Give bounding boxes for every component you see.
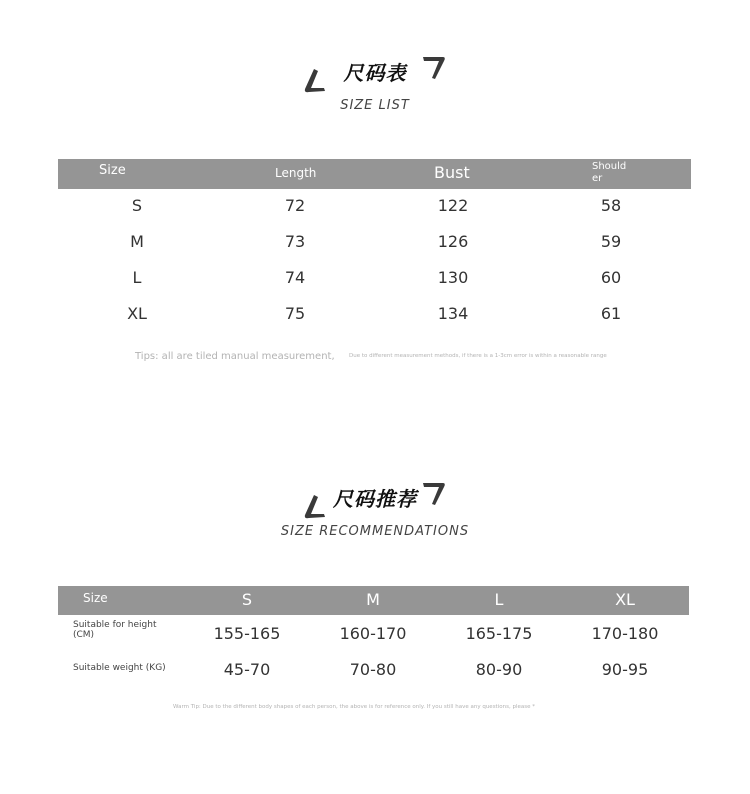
rec-header-s: S bbox=[241, 590, 253, 609]
height-value-s: 155-165 bbox=[213, 624, 281, 643]
row-2-size: M bbox=[130, 232, 144, 251]
header-size: Size bbox=[99, 163, 126, 178]
size-chart-heading bbox=[0, 55, 750, 113]
weight-value-m: 70-80 bbox=[349, 660, 397, 679]
row-4-bust: 134 bbox=[437, 304, 469, 323]
row-3-shoulder: 60 bbox=[600, 268, 622, 287]
row-1-size: S bbox=[131, 196, 143, 215]
size-chart-title: 尺码表 bbox=[343, 61, 407, 85]
header-bust: Bust bbox=[434, 163, 470, 182]
weight-value-l: 80-90 bbox=[475, 660, 523, 679]
recommend-title: 尺码推荐 bbox=[333, 487, 417, 511]
height-value-xl: 170-180 bbox=[591, 624, 659, 643]
rec-header-xl: XL bbox=[615, 590, 635, 609]
measurement-tip: Tips: all are tiled manual measurement, bbox=[135, 351, 335, 362]
header-shoulder: Should er bbox=[592, 161, 627, 184]
row-2-bust: 126 bbox=[437, 232, 469, 251]
header-length: Length bbox=[275, 166, 317, 180]
row-3-length: 74 bbox=[284, 268, 306, 287]
row-3-bust: 130 bbox=[437, 268, 469, 287]
warm-tip: Warm Tip: Due to the different body shapes of each person, the above is for reference only. If you still have any questions, please * bbox=[173, 704, 535, 710]
weight-row-label: Suitable weight (KG) bbox=[73, 663, 166, 673]
weight-value-xl: 90-95 bbox=[601, 660, 649, 679]
row-1-bust: 122 bbox=[437, 196, 469, 215]
row-1-shoulder: 58 bbox=[600, 196, 622, 215]
row-2-length: 73 bbox=[284, 232, 306, 251]
rec-header-m: M bbox=[366, 590, 380, 609]
right-bracket-icon bbox=[421, 55, 447, 81]
row-3-size: L bbox=[132, 268, 142, 287]
row-4-size: XL bbox=[127, 304, 147, 323]
measurement-error-note: Due to different measurement methods, if there is a 1-3cm error is within a reasonable range bbox=[349, 353, 607, 359]
recommend-subtitle: SIZE RECOMMENDATIONS bbox=[280, 524, 470, 539]
height-row-label: Suitable for height (CM) bbox=[73, 620, 157, 640]
row-1-length: 72 bbox=[284, 196, 306, 215]
height-value-m: 160-170 bbox=[339, 624, 407, 643]
recommend-heading bbox=[0, 481, 750, 539]
row-4-shoulder: 61 bbox=[600, 304, 622, 323]
row-2-shoulder: 59 bbox=[600, 232, 622, 251]
rec-header-size: Size bbox=[83, 591, 108, 605]
weight-value-s: 45-70 bbox=[223, 660, 271, 679]
row-4-length: 75 bbox=[284, 304, 306, 323]
rec-header-l: L bbox=[494, 590, 504, 609]
size-chart-subtitle: SIZE LIST bbox=[340, 98, 410, 113]
height-value-l: 165-175 bbox=[465, 624, 533, 643]
right-bracket-icon bbox=[421, 481, 447, 507]
